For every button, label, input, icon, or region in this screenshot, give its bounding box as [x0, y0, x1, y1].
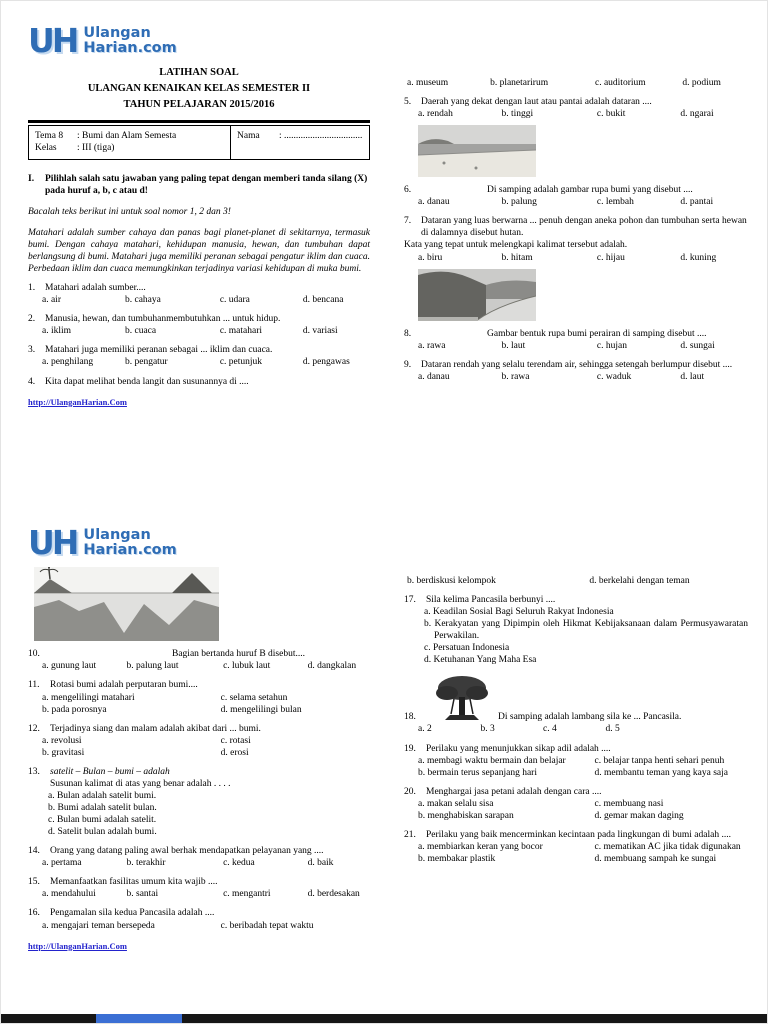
question-text: Di samping adalah lambang sila ke ... Pancasila. — [498, 712, 682, 723]
question-17-options — [404, 606, 748, 666]
option-d: d. mengelilingi bulan — [220, 704, 302, 715]
question-number: 17. — [404, 595, 416, 606]
option-c: c. rotasi — [220, 735, 251, 746]
option-c: c. waduk — [596, 371, 632, 382]
question-number: 6. — [404, 185, 412, 196]
question-3 — [28, 344, 370, 368]
option-b: b. hitam — [501, 252, 533, 263]
section-1-heading — [28, 173, 370, 197]
question-text: Di samping adalah gambar rupa bumi yang disebut .... — [487, 185, 693, 196]
tema-label: Tema 8 — [35, 130, 64, 141]
question-2 — [28, 313, 370, 337]
brand-wordmark — [83, 26, 176, 56]
option-c: c. belajar tanpa henti sehari penuh — [594, 755, 725, 766]
section-instruction: Pilihlah salah satu jawaban yang paling tepat dengan memberi tanda silang (X) pada huruf a, b, c atau d! — [45, 173, 368, 196]
question-13-lead: satelit – Bulan – bumi – adalah — [50, 766, 170, 777]
option-a: a. rendah — [418, 109, 453, 120]
question-text: Matahari juga memiliki peranan sebagai ... iklim dan cuaca. — [45, 345, 273, 356]
option-c: c. hijau — [596, 252, 625, 263]
question-6 — [404, 184, 748, 208]
brand-wordmark — [83, 528, 176, 558]
brand-monogram-icon: UH — [28, 523, 77, 562]
option-b: b. laut — [501, 340, 526, 351]
page1-left-column — [28, 21, 370, 409]
option-d: d. bencana — [302, 295, 344, 306]
sea-cross-section-diagram — [34, 567, 219, 641]
option-d: d. membantu teman yang kaya saja — [594, 767, 728, 778]
question-text: Rotasi bumi adalah perputaran bumi.... — [50, 680, 198, 691]
option-c: c. matahari — [219, 326, 263, 337]
question-text: Memanfaatkan fasilitas umum kita wajib .... — [50, 877, 218, 888]
option-a: a. museum — [407, 78, 449, 88]
option-d: d. variasi — [302, 326, 338, 337]
question-7-options — [404, 252, 748, 264]
question-text: Perilaku yang baik mencerminkan kecintaan pada lingkungan di bumi adalah .... — [426, 829, 731, 840]
option-a: a. 2 — [418, 724, 432, 735]
question-19-options — [404, 755, 748, 779]
option-b: b. cahaya — [124, 295, 161, 306]
passage-body: Matahari adalah sumber cahaya dan panas bagi planet-planet di sekitarnya, termasuk bumi. Dengan cahaya matahari, kehidupan manusia, hewan, dan tumbuhan dapat berlangsung di bumi. Matahari juga memiliki peranan sebagai pengatur iklim dan cuaca. Perbedaan iklim dan cuaca memungkinkan terjadinya variasi kehidupan di muka bumi. — [28, 227, 370, 275]
question-number: 21. — [404, 829, 416, 840]
question-12-options — [28, 735, 376, 759]
question-13-options — [28, 790, 376, 838]
option-c: c. kedua — [223, 858, 255, 869]
divider-rule — [28, 120, 370, 123]
question-12 — [28, 723, 376, 759]
question-18 — [404, 673, 748, 735]
option-b: b. Kerakyatan yang Dipimpin oleh Hikmat Kebijaksanaan dalam Permusyawaratan — [424, 619, 748, 630]
option-d: d. dangkalan — [307, 661, 357, 672]
question-16-options-continued — [404, 575, 748, 587]
question-7-text-line2: Kata yang tepat untuk melengkapi kalimat tersebut adalah. — [404, 240, 628, 251]
brand-monogram-icon: UH — [28, 21, 77, 60]
option-d: d. baik — [307, 858, 334, 869]
question-text: Gambar bentuk rupa bumi perairan di samping disebut .... — [487, 328, 707, 339]
option-b-continued: Perwakilan. — [434, 631, 480, 642]
question-6-image-gap — [421, 184, 487, 196]
option-d: d. Ketuhanan Yang Maha Esa — [424, 655, 537, 666]
option-b: b. rawa — [501, 371, 530, 382]
kelas-value: : III (tiga) — [77, 142, 115, 153]
question-text: Terjadinya siang dan malam adalah akibat dari ... bumi. — [50, 723, 261, 734]
option-b: b. membakar plastik — [418, 854, 496, 864]
question-number: 16. — [28, 908, 40, 919]
option-d: d. 5 — [605, 724, 620, 735]
option-a: a. membiarkan keran yang bocor — [418, 841, 543, 852]
option-a: a. Bulan adalah satelit bumi. — [48, 790, 157, 801]
question-number: 12. — [28, 723, 40, 734]
option-a: a. gunung laut — [42, 661, 97, 672]
question-1 — [28, 282, 370, 306]
question-text: Perilaku yang menunjukkan sikap adil adalah .... — [426, 743, 611, 754]
question-number: 10. — [28, 649, 40, 660]
brand-name-top: Ulangan — [83, 526, 151, 543]
question-10-image-gap — [50, 648, 172, 660]
option-d: d. berdesakan — [307, 889, 360, 900]
option-c: c. auditorium — [594, 78, 646, 88]
brand-logo-page2 — [28, 523, 376, 562]
brand-name-bottom: Harian.com — [83, 39, 177, 56]
option-b: b. bermain terus sepanjang hari — [418, 767, 537, 778]
passage-intro: Bacalah teks berikut ini untuk soal nomor 1, 2 dan 3! — [28, 206, 231, 217]
option-c: c. bukit — [596, 109, 626, 120]
question-text: Dataran yang luas berwarna ... penuh dengan aneka pohon dan tumbuhan serta hewan di dalamnya disebut hutan. — [421, 216, 747, 239]
option-c: c. lembah — [596, 197, 634, 208]
kelas-label: Kelas — [35, 142, 57, 153]
question-17 — [404, 594, 748, 666]
option-a: a. air — [42, 295, 61, 306]
info-right-cell — [230, 126, 369, 159]
option-a: a. revolusi — [42, 735, 82, 746]
question-11-options — [28, 692, 376, 716]
question-text: Pengamalan sila kedua Pancasila adalah .... — [50, 908, 215, 919]
option-b: b. pada porosnya — [42, 704, 107, 715]
option-d: d. ngarai — [680, 109, 714, 120]
question-21 — [404, 829, 748, 865]
option-d: d. Satelit bulan adalah bumi. — [48, 827, 157, 838]
option-c: c. hujan — [596, 340, 627, 351]
page2-left-column — [28, 523, 376, 953]
question-14-options — [28, 857, 376, 869]
question-number: 2. — [28, 314, 36, 325]
option-b: b. planetarirum — [490, 78, 549, 88]
brand-name-top: Ulangan — [83, 24, 151, 41]
footer-link-page2[interactable]: http://UlanganHarian.Com — [28, 940, 127, 951]
option-d: d. podium — [682, 78, 721, 88]
question-16 — [28, 907, 376, 931]
option-c: c. Persatuan Indonesia — [424, 643, 510, 654]
option-c: c. membuang nasi — [594, 798, 664, 809]
question-number: 3. — [28, 345, 36, 356]
option-a: a. danau — [418, 371, 450, 382]
option-d: d. berkelahi dengan teman — [589, 576, 690, 586]
question-number: 19. — [404, 743, 416, 754]
option-b: b. palung — [501, 197, 537, 208]
option-c: c. petunjuk — [219, 357, 263, 368]
road-photo — [418, 269, 536, 321]
question-20-options — [404, 798, 748, 822]
question-3-options — [28, 356, 370, 368]
section-number: I. — [28, 173, 35, 184]
option-a: a. mengelilingi matahari — [42, 692, 135, 703]
question-number: 20. — [404, 786, 416, 797]
option-b: b. menghabiskan sarapan — [418, 810, 514, 821]
title-line2: ULANGAN KENAIKAN KELAS SEMESTER II — [87, 83, 311, 95]
banyan-tree-image — [434, 673, 490, 723]
option-d: d. gemar makan daging — [594, 810, 684, 821]
option-d: d. kuning — [680, 252, 717, 263]
option-b: b. berdiskusi kelompok — [407, 576, 496, 586]
option-b: b. Bumi adalah satelit bulan. — [48, 803, 157, 814]
option-a: a. pertama — [42, 858, 82, 869]
question-21-options — [404, 841, 748, 865]
nama-value: : ................................. — [279, 130, 363, 141]
title-line3: TAHUN PELAJARAN 2015/2016 — [123, 98, 275, 110]
option-d: d. erosi — [220, 747, 249, 758]
question-number: 8. — [404, 328, 412, 339]
option-b: b. gravitasi — [42, 747, 85, 758]
question-text: Bagian bertanda huruf B disebut.... — [172, 649, 305, 660]
option-d: d. membuang sampah ke sungai — [594, 854, 717, 864]
option-b: b. 3 — [480, 724, 495, 735]
question-text: Sila kelima Pancasila berbunyi .... — [426, 595, 556, 606]
question-text: Orang yang datang paling awal berhak mendapatkan pelayanan yang .... — [50, 846, 324, 857]
question-8-options — [404, 340, 748, 352]
option-c: c. lubuk laut — [223, 661, 271, 672]
question-number: 5. — [404, 97, 412, 108]
option-a: a. danau — [418, 197, 450, 208]
title-line1: LATIHAN SOAL — [159, 67, 239, 79]
question-9 — [404, 359, 748, 383]
question-15 — [28, 876, 376, 900]
question-2-options — [28, 325, 370, 337]
question-7 — [404, 215, 748, 263]
tema-value: : Bumi dan Alam Semesta — [77, 130, 177, 141]
nama-label: Nama — [237, 130, 260, 141]
question-number: 14. — [28, 846, 40, 857]
question-number: 4. — [28, 376, 36, 387]
brand-name-bottom: Harian.com — [83, 541, 177, 558]
page1-right-column — [404, 77, 748, 383]
question-11 — [28, 679, 376, 715]
option-d: d. sungai — [680, 340, 715, 351]
option-b: b. cuaca — [124, 326, 157, 337]
question-number: 7. — [404, 216, 412, 227]
info-left-cell — [29, 126, 230, 159]
option-b: b. palung laut — [126, 661, 179, 672]
question-text: Menghargai jasa petani adalah dengan cara .... — [426, 786, 602, 797]
question-18-options — [404, 723, 668, 735]
question-text: Dataran rendah yang selalu terendam air, sehingga setengah berlumpur disebut .... — [421, 359, 733, 370]
viewer-scroll-indicator[interactable] — [96, 1014, 182, 1023]
beach-photo — [418, 125, 536, 177]
option-c: c. udara — [219, 295, 250, 306]
question-5-options — [404, 108, 748, 120]
question-number: 9. — [404, 359, 412, 370]
question-15-options — [28, 888, 376, 900]
question-14 — [28, 845, 376, 869]
question-19 — [404, 743, 748, 779]
question-9-options — [404, 371, 748, 383]
brand-logo-page1 — [28, 21, 370, 60]
document-title — [28, 65, 370, 112]
option-c: c. 4 — [543, 724, 557, 735]
option-b: b. pengatur — [124, 357, 168, 368]
question-8-image-gap — [421, 328, 487, 340]
option-a: a. iklim — [42, 326, 72, 337]
question-number: 11. — [28, 680, 40, 691]
question-text: Daerah yang dekat dengan laut atau pantai adalah dataran .... — [421, 97, 652, 108]
question-4 — [28, 376, 370, 388]
option-b: b. terakhir — [126, 858, 166, 869]
option-d: d. laut — [680, 371, 705, 382]
question-6-options — [404, 196, 748, 208]
page2-right-column — [404, 575, 748, 865]
student-info-table — [28, 125, 370, 160]
question-4-options-continued — [404, 77, 748, 89]
option-a: a. mengajari teman bersepeda — [42, 920, 155, 931]
option-c: c. mematikan AC jika tidak digunakan — [594, 841, 741, 852]
question-number: 13. — [28, 766, 40, 777]
question-16-options — [28, 920, 376, 932]
question-number: 15. — [28, 877, 40, 888]
option-b: b. santai — [126, 889, 159, 900]
question-text: Manusia, hewan, dan tumbuhanmembutuhkan ... untuk hidup. — [45, 314, 281, 325]
question-text: Kita dapat melihat benda langit dan susunannya di .... — [45, 376, 249, 387]
option-a: a. penghilang — [42, 357, 94, 368]
option-a: a. rawa — [418, 340, 446, 351]
option-c: c. mengantri — [223, 889, 271, 900]
question-10 — [28, 648, 376, 672]
option-c: c. beribadah tepat waktu — [220, 920, 314, 931]
question-number: 1. — [28, 283, 36, 294]
option-c: c. selama setahun — [220, 692, 288, 703]
viewer-bottom-bar — [1, 1014, 768, 1023]
question-number: 18. — [404, 712, 416, 723]
option-a: a. Keadilan Sosial Bagi Seluruh Rakyat Indonesia — [424, 607, 614, 618]
question-10-options — [28, 660, 376, 672]
question-1-options — [28, 294, 370, 306]
option-a: a. makan selalu sisa — [418, 798, 494, 809]
question-13 — [28, 766, 376, 838]
option-c: c. Bulan bumi adalah satelit. — [48, 815, 157, 826]
question-text: Susunan kalimat di atas yang benar adalah . . . . — [50, 778, 231, 789]
option-b: b. tinggi — [501, 109, 534, 120]
question-5 — [404, 96, 748, 120]
option-d: d. pantai — [680, 197, 714, 208]
question-text: Matahari adalah sumber.... — [45, 283, 146, 294]
question-8 — [404, 328, 748, 352]
option-a: a. biru — [418, 252, 443, 263]
footer-link-page1[interactable]: http://UlanganHarian.Com — [28, 396, 127, 407]
option-d: d. pengawas — [302, 357, 350, 368]
question-20 — [404, 786, 748, 822]
option-a: a. membagi waktu bermain dan belajar — [418, 755, 566, 766]
option-a: a. mendahului — [42, 889, 96, 900]
